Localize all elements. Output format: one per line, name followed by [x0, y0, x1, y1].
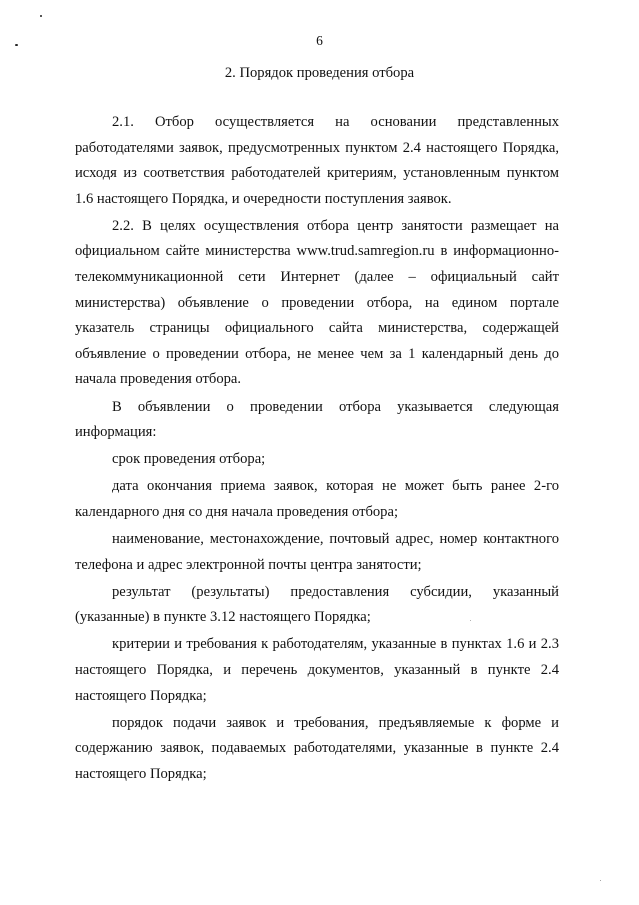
- paragraph-2-2: 2.2. В целях осуществления отбора центр занятости размещает на официальном сайте министерства www.trud.samregion.ru в информационно-телекоммуникационной сети Интернет (далее – официальный сайт министерства) объявление о проведении отбора, на едином портале указатель страницы официального сайта министерства, содержащей объявление о проведении отбора, не менее чем за 1 календарный день до начала проведения отбора.: [75, 217, 559, 388]
- list-item-deadline: дата окончания приема заявок, которая не может быть ранее 2-го календарного дня со дня начала проведения отбора;: [75, 478, 559, 520]
- list-item-contacts: наименование, местонахождение, почтовый адрес, номер контактного телефона и адрес электронной почты центра занятости;: [75, 531, 559, 573]
- list-item-submission-procedure: порядок подачи заявок и требования, предъявляемые к форме и содержанию заявок, подаваемых работодателями, указанные в пункте 2.4 настоящего Порядка;: [75, 714, 559, 782]
- scan-speck: [40, 15, 42, 17]
- list-item-results: результат (результаты) предоставления субсидии, указанный (указанные) в пункте 3.12 настоящего Порядка;: [75, 583, 559, 626]
- list-item-criteria: критерии и требования к работодателям, указанные в пунктах 1.6 и 2.3 настоящего Порядка, и перечень документов, указанный в пункте 2.4 настоящего Порядка;: [75, 636, 559, 704]
- paragraph-2-1: 2.1. Отбор осуществляется на основании представленных работодателями заявок, предусмотренных пунктом 2.4 настоящего Порядка, исходя из соответствия работодателей критериям, установленным пунктом 1.6 настоящего Порядка, и очередности поступления заявок.: [75, 114, 559, 207]
- paragraph-announcement-intro: В объявлении о проведении отбора указывается следующая информация:: [75, 398, 559, 441]
- body-text: [75, 110, 559, 787]
- scan-speck: [600, 880, 601, 881]
- section-heading: 2. Порядок проведения отбора: [224, 65, 415, 81]
- list-item-selection-period: срок проведения отбора;: [112, 451, 266, 468]
- page-number: 6: [316, 33, 323, 48]
